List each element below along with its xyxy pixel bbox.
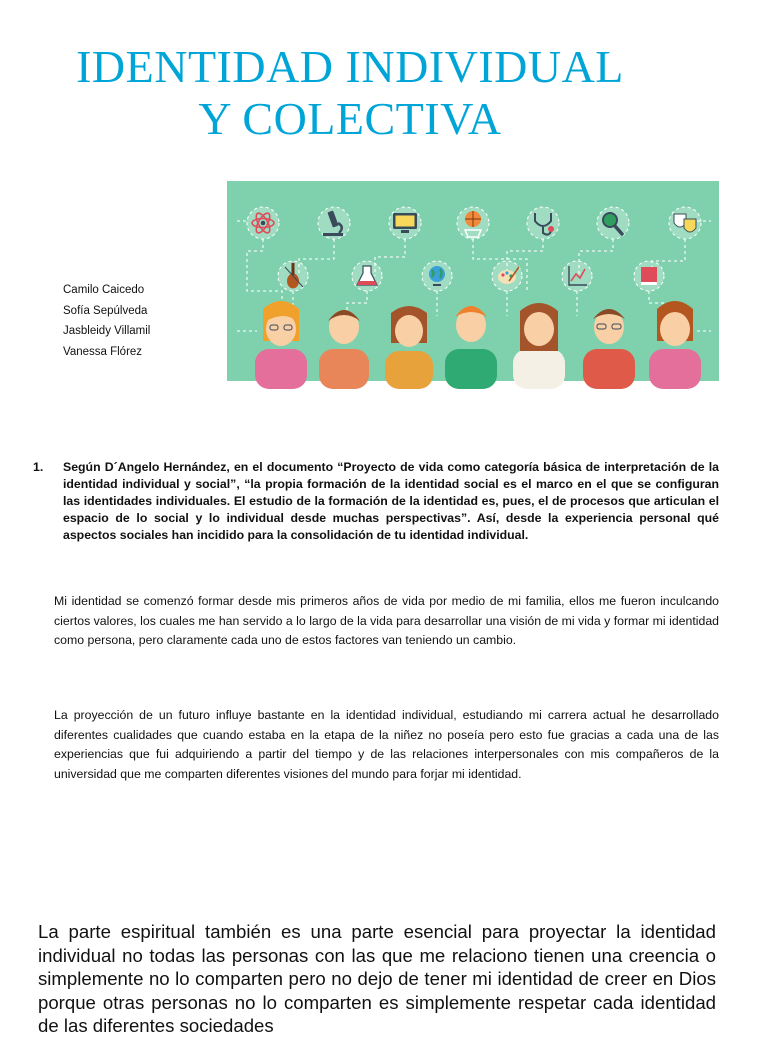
magnifier-icon <box>597 207 629 239</box>
child-figure <box>385 306 433 389</box>
question-number: 1. <box>33 460 44 474</box>
document-title-line-2: Y COLECTIVA <box>198 93 502 144</box>
child-figure <box>513 303 565 389</box>
answer-paragraph: La proyección de un futuro influye bastante en la identidad individual, estudiando mi carrera actual he desarrollado diferentes cualidades que cuando estaba en la etapa de la niñez no poseía pero esto fue gracias a cada una de las experiencias que fui adquiriendo a partir del tiempo y de las relaciones interpersonales con mis compañeros de la universidad que me comparten diferentes visiones del mundo para forjar mi identidad. <box>54 708 719 781</box>
question-block <box>33 459 719 544</box>
computer-icon <box>389 207 421 239</box>
book-icon <box>634 261 664 291</box>
child-figure <box>319 310 369 389</box>
chart-icon <box>562 261 592 291</box>
child-figure <box>445 306 497 389</box>
document-title-line-1: IDENTIDAD INDIVIDUAL <box>76 41 624 92</box>
author-name: Jasbleidy Villamil <box>63 325 151 337</box>
globe-icon <box>422 261 452 291</box>
children-education-illustration <box>227 181 719 381</box>
children-group <box>255 301 701 389</box>
author-list <box>63 280 150 362</box>
author-name: Sofía Sepúlveda <box>63 304 148 317</box>
violin-icon <box>278 261 308 291</box>
basketball-icon <box>457 207 489 239</box>
child-figure <box>649 301 701 389</box>
answer-paragraph: Mi identidad se comenzó formar desde mis primeros años de vida por medio de mi familia, ellos me fueron inculcando ciertos valores, los cuales me han servido a lo largo de la vida para desarrollar una visión de mi vida y formar mi identidad como persona, pero claramente cada uno de estos factores van teniendo un cambio. <box>54 594 719 647</box>
author-name: Vanessa Flórez <box>63 345 143 358</box>
illustration-svg <box>227 181 719 381</box>
stethoscope-icon <box>527 207 559 239</box>
theatre-masks-icon <box>669 207 701 239</box>
microscope-icon <box>318 207 350 239</box>
author-name: Camilo Caicedo <box>63 284 145 296</box>
flask-icon <box>352 261 382 291</box>
child-figure <box>255 301 307 389</box>
spiritual-paragraph: La parte espiritual también es una parte esencial para proyectar la identidad individual no todas las personas con las que me relaciono tienen una creencia o simplemente no lo comparten pero no dejo de tener mi identidad de creer en Dios porque otras personas no lo comparten es simplemente respetar cada identidad de las diferentes sociedades <box>38 921 716 1036</box>
atom-icon <box>247 207 279 239</box>
child-figure <box>583 309 635 389</box>
question-text: Según D´Angelo Hernández, en el documento “Proyecto de vida como categoría básica de interpretación de la identidad individual y social”, “la propia formación de la identidad social es el marco en el que se configuran las identidades individuales. El estudio de la formación de la identidad es, pues, el de procesos que articulan el espacio de lo social y lo individual desde muchas perspectivas”. Así, desde la experiencia personal qué aspectos sociales han incidido para la consolidación de tu identidad individual. <box>63 460 719 542</box>
palette-icon <box>492 261 522 291</box>
